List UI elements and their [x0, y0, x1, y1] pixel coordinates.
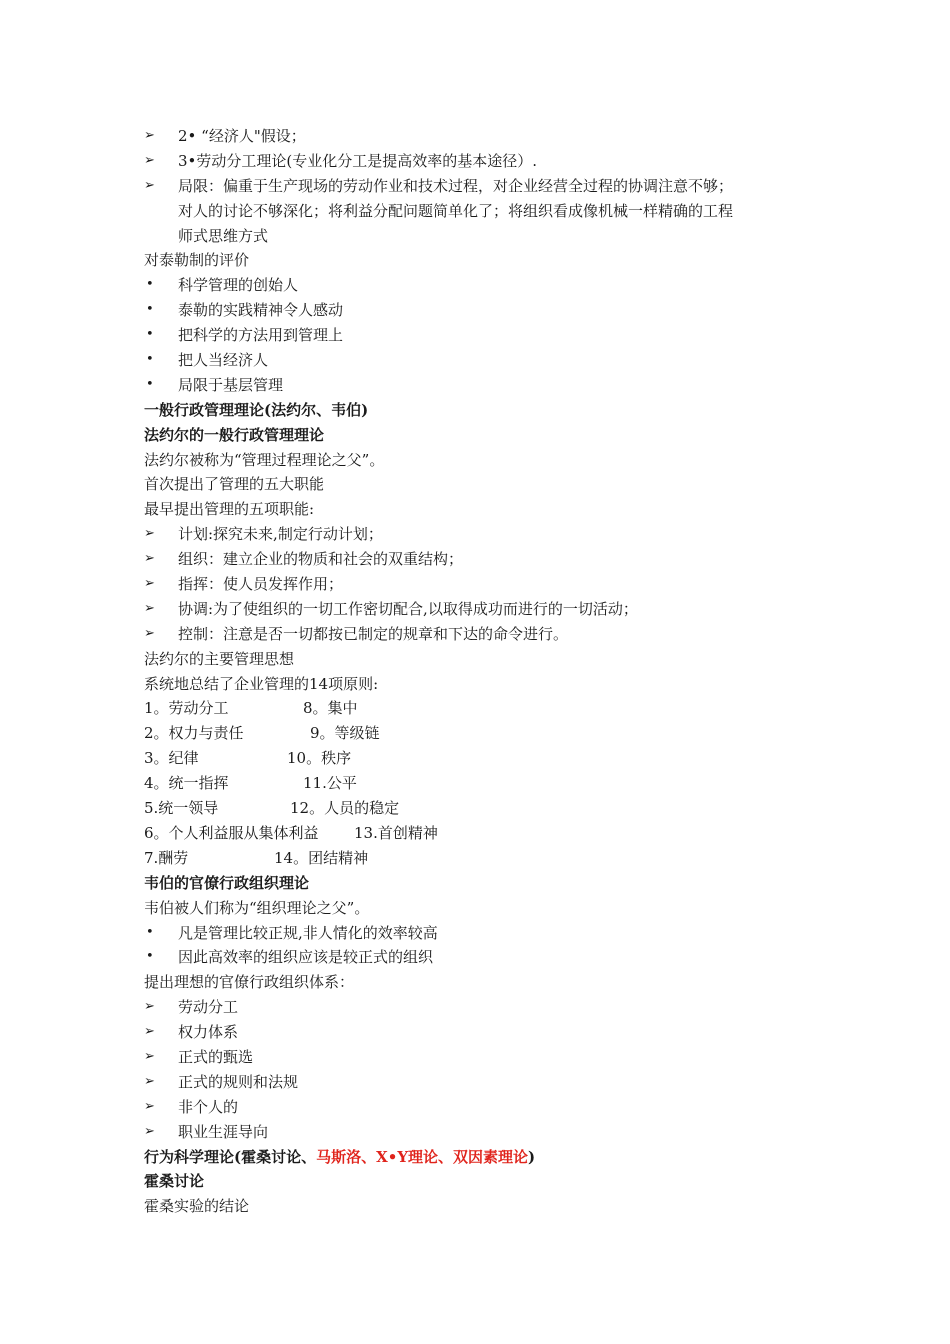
dot-bullet-icon: •	[146, 327, 154, 343]
list-item-text: 计划:探究未来,制定行动计划；	[178, 525, 383, 544]
arrow-bullet-icon: ➢	[144, 526, 155, 542]
section-heading: 法约尔的一般行政管理理论	[144, 425, 325, 444]
principle-right: 14。团结精神	[274, 848, 369, 867]
list-item	[144, 298, 824, 323]
list-item	[144, 921, 824, 946]
list-item-text: 权力体系	[178, 1023, 239, 1042]
dot-bullet-icon: •	[146, 302, 154, 318]
principle-row	[144, 771, 824, 796]
list-item-text: 指挥：使人员发挥作用；	[178, 575, 344, 594]
list-item-text: 正式的甄选	[178, 1047, 254, 1066]
section-heading	[144, 1145, 824, 1170]
list-item	[144, 273, 824, 298]
list-item-text: 控制：注意是否一切都按已制定的规章和下达的命令进行。	[178, 624, 569, 643]
arrow-bullet-icon: ➢	[144, 152, 155, 168]
arrow-bullet-icon: ➢	[144, 1098, 155, 1114]
list-item-text: 泰勒的实践精神令人感动	[178, 301, 344, 320]
dot-bullet-icon: •	[146, 949, 154, 965]
list-item-text: 非个人的	[178, 1097, 239, 1116]
list-item-continuation	[144, 199, 824, 224]
list-item-text: 协调:为了使组织的一切工作密切配合,以取得成功而进行的一切活动；	[178, 599, 638, 618]
list-item	[144, 174, 824, 199]
list-item	[144, 1045, 824, 1070]
arrow-bullet-icon: ➢	[144, 551, 155, 567]
principle-row	[144, 721, 824, 746]
principle-left: 1。劳动分工	[144, 699, 229, 718]
section-heading: 韦伯的官僚行政组织理论	[144, 873, 310, 892]
principle-row	[144, 821, 824, 846]
principle-left: 2。权力与责任	[144, 724, 244, 743]
list-item	[144, 597, 824, 622]
list-item	[144, 622, 824, 647]
list-item-text: 把科学的方法用到管理上	[178, 326, 344, 345]
arrow-bullet-icon: ➢	[144, 600, 155, 616]
principle-right: 10。秩序	[287, 749, 352, 768]
list-item-text: 3•劳动分工理论(专业化分工是提高效率的基本途径）.	[178, 151, 538, 170]
section-heading: 一般行政管理理论(法约尔、韦伯)	[144, 400, 369, 419]
list-item	[144, 945, 824, 970]
principle-right: 11.公平	[303, 774, 357, 793]
list-item-text: 局限：偏重于生产现场的劳动作业和技术过程，对企业经营全过程的协调注意不够；	[178, 176, 734, 195]
principle-right: 13.首创精神	[354, 823, 438, 842]
document-page	[144, 124, 824, 1219]
principle-row	[144, 846, 824, 871]
list-item	[144, 1120, 824, 1145]
paragraph: 法约尔被称为“管理过程理论之父”。	[144, 450, 385, 469]
list-item-text: 凡是管理比较正规,非人情化的效率较高	[178, 923, 438, 942]
arrow-bullet-icon: ➢	[144, 1123, 155, 1139]
principle-row	[144, 746, 824, 771]
paragraph: 韦伯被人们称为“组织理论之父”。	[144, 898, 370, 917]
list-item-continuation	[144, 224, 824, 249]
principle-right: 12。人员的稳定	[290, 799, 400, 818]
arrow-bullet-icon: ➢	[144, 1073, 155, 1089]
arrow-bullet-icon: ➢	[144, 1048, 155, 1064]
heading-prefix: 行为科学理论(霍桑讨论、	[144, 1147, 317, 1166]
paragraph: 对泰勒制的评价	[144, 251, 250, 270]
list-item	[144, 149, 824, 174]
principle-row	[144, 796, 824, 821]
heading-highlight: 马斯洛、X•Y理论、双因素理论	[316, 1147, 529, 1166]
arrow-bullet-icon: ➢	[144, 625, 155, 641]
principle-left: 3。纪律	[144, 749, 199, 768]
paragraph: 法约尔的主要管理思想	[144, 649, 295, 668]
list-item-text: 局限于基层管理	[178, 375, 284, 394]
list-item	[144, 995, 824, 1020]
dot-bullet-icon: •	[146, 376, 154, 392]
list-item-text: 把人当经济人	[178, 351, 269, 370]
list-item-text: 师式思维方式	[178, 226, 269, 245]
list-item	[144, 348, 824, 373]
arrow-bullet-icon: ➢	[144, 1024, 155, 1040]
paragraph: 最早提出管理的五项职能:	[144, 500, 315, 519]
list-item-text: 劳动分工	[178, 998, 239, 1017]
list-item-text: 正式的规则和法规	[178, 1072, 299, 1091]
principle-left: 5.统一领导	[144, 799, 219, 818]
dot-bullet-icon: •	[146, 277, 154, 293]
list-item	[144, 124, 824, 149]
list-item	[144, 323, 824, 348]
arrow-bullet-icon: ➢	[144, 999, 155, 1015]
paragraph: 提出理想的官僚行政组织体系：	[144, 973, 355, 992]
principle-row	[144, 696, 824, 721]
list-item-text: 组织：建立企业的物质和社会的双重结构；	[178, 550, 464, 569]
arrow-bullet-icon: ➢	[144, 128, 155, 143]
list-item-text: 科学管理的创始人	[178, 276, 299, 295]
section-heading: 霍桑讨论	[144, 1172, 205, 1191]
list-item	[144, 522, 824, 547]
list-item	[144, 572, 824, 597]
principle-left: 6。个人利益服从集体利益	[144, 823, 319, 842]
paragraph: 首次提出了管理的五大职能	[144, 475, 325, 494]
list-item	[144, 1070, 824, 1095]
list-item-text: 职业生涯导向	[178, 1122, 269, 1141]
list-item-text: 2• “经济人"假设；	[178, 127, 306, 145]
list-item	[144, 547, 824, 572]
dot-bullet-icon: •	[146, 924, 154, 940]
principle-left: 7.酬劳	[144, 848, 189, 867]
list-item-text: 因此高效率的组织应该是较正式的组织	[178, 948, 434, 967]
list-item	[144, 373, 824, 398]
paragraph: 霍桑实验的结论	[144, 1197, 250, 1216]
paragraph: 系统地总结了企业管理的14项原则:	[144, 674, 379, 693]
dot-bullet-icon: •	[146, 352, 154, 368]
principle-left: 4。统一指挥	[144, 774, 229, 793]
arrow-bullet-icon: ➢	[144, 576, 155, 592]
list-item	[144, 1020, 824, 1045]
principle-right: 9。等级链	[310, 724, 380, 743]
principle-right: 8。集中	[303, 699, 358, 718]
list-item-text: 对人的讨论不够深化；将利益分配问题简单化了；将组织看成像机械一样精确的工程	[178, 201, 734, 220]
list-item	[144, 1095, 824, 1120]
heading-suffix: )	[528, 1147, 536, 1166]
arrow-bullet-icon: ➢	[144, 177, 155, 193]
